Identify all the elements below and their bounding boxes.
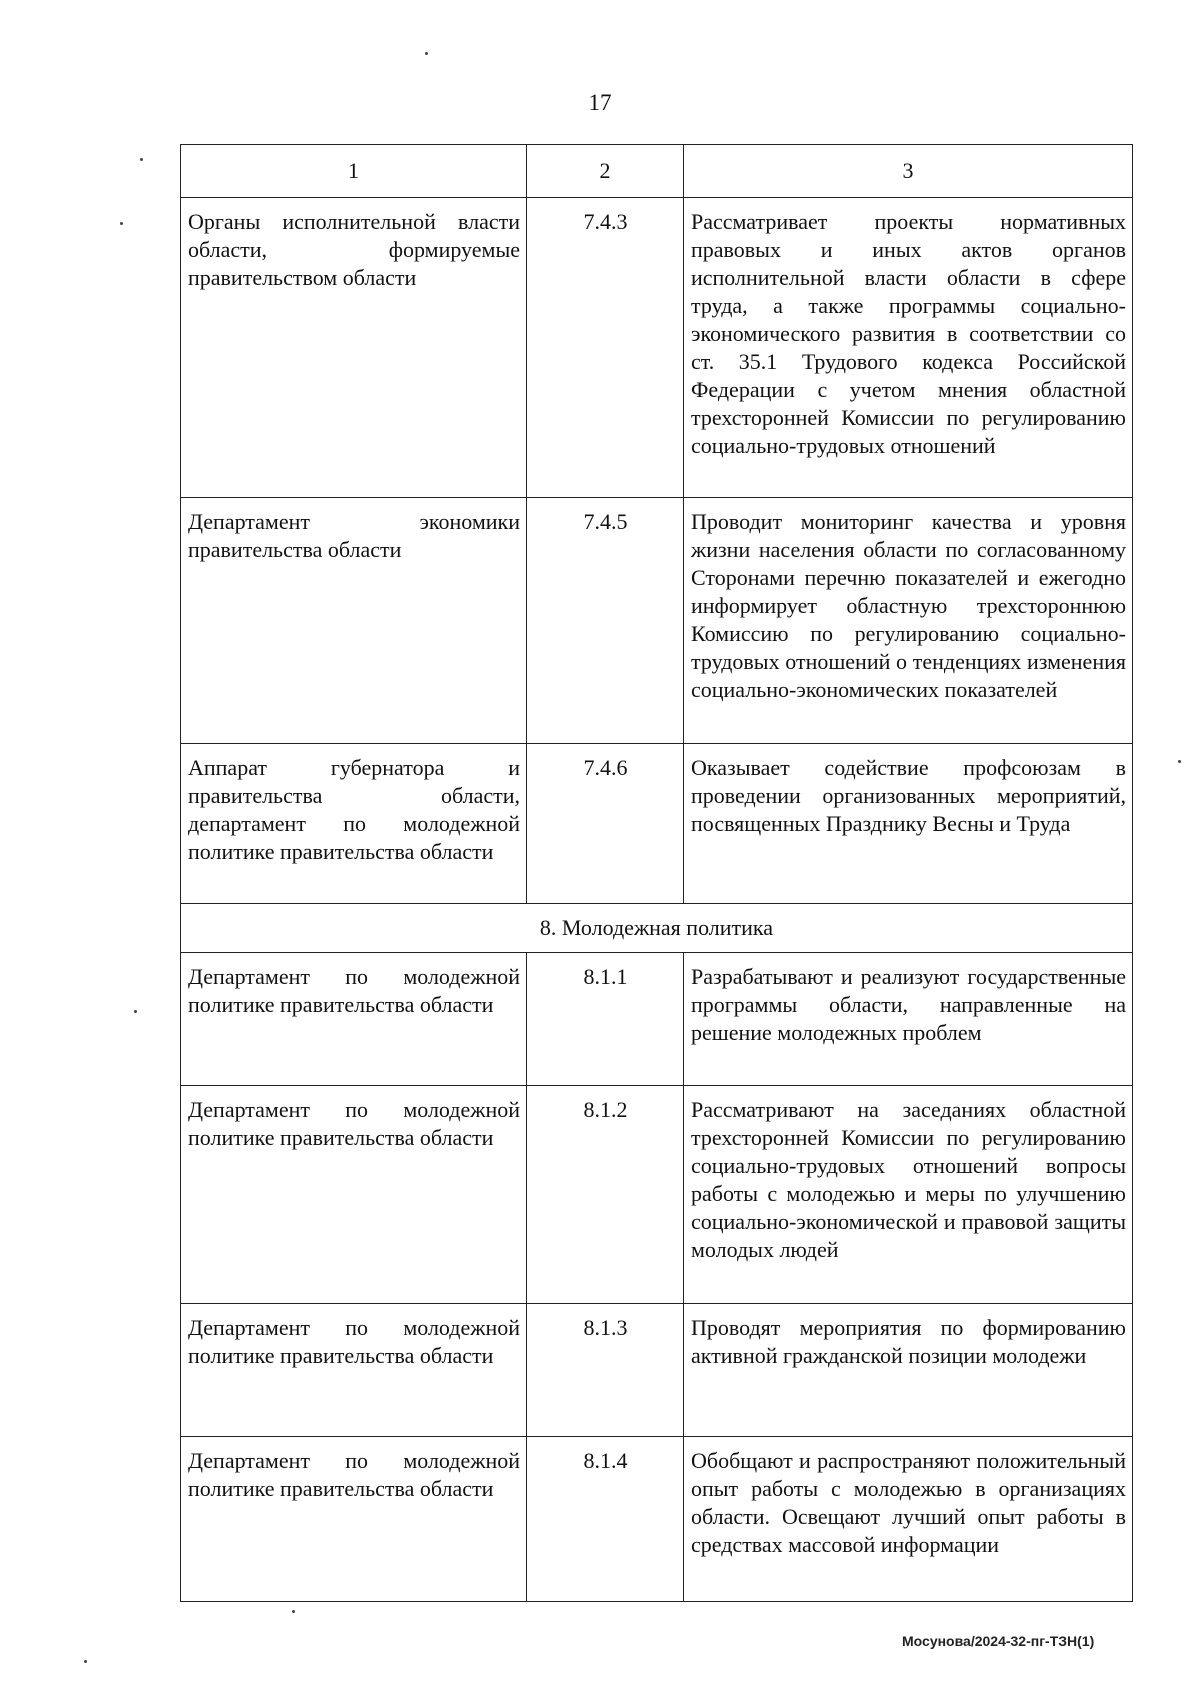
- document-footer-code: Мосунова/2024-32-пг-ТЗН(1): [902, 1633, 1095, 1649]
- responsible-body: Департамент экономики правительства области: [181, 498, 527, 744]
- responsible-body: Органы исполнительной власти области, формируемые правительством области: [181, 198, 527, 498]
- clause-description: Проводят мероприятия по формированию активной гражданской позиции молодежи: [684, 1304, 1133, 1437]
- scan-speck: [134, 1010, 137, 1013]
- table-row: [181, 1304, 1133, 1437]
- clause-number: 8.1.4: [527, 1437, 684, 1602]
- clause-number: 8.1.3: [527, 1304, 684, 1437]
- clause-description: Оказывает содействие профсоюзам в проведении организованных мероприятий, посвященных Празднику Весны и Труда: [684, 744, 1133, 904]
- clause-number: 7.4.5: [527, 498, 684, 744]
- clause-number: 8.1.2: [527, 1086, 684, 1304]
- table-row: [181, 198, 1133, 498]
- clause-description: Рассматривают на заседаниях областной трехсторонней Комиссии по регулированию социально-трудовых отношений вопросы работы с молодежью и меры по улучшению социально-экономической и правовой защиты молодых людей: [684, 1086, 1133, 1304]
- clause-description: Проводит мониторинг качества и уровня жизни населения области по согласованному Сторонами перечню показателей и ежегодно информирует областную трехстороннюю Комиссию по регулированию социально-трудовых отношений о тенденциях изменения социально-экономических показателей: [684, 498, 1133, 744]
- responsible-body: Департамент по молодежной политике правительства области: [181, 1086, 527, 1304]
- table-row: [181, 953, 1133, 1086]
- scan-speck: [84, 1660, 87, 1663]
- column-header: 3: [684, 145, 1133, 198]
- scan-speck: [425, 52, 428, 55]
- page-number: 17: [588, 90, 612, 115]
- responsible-body: Департамент по молодежной политике правительства области: [181, 953, 527, 1086]
- responsible-body: Департамент по молодежной политике правительства области: [181, 1437, 527, 1602]
- clause-description: Рассматривает проекты нормативных правовых и иных актов органов исполнительной власти области в сфере труда, а также программы социально-экономического развития в соответствии со ст. 35.1 Трудового кодекса Российской Федерации с учетом мнения областной трехсторонней Комиссии по регулированию социально-трудовых отношений: [684, 198, 1133, 498]
- responsible-body: Аппарат губернатора и правительства области, департамент по молодежной политике правительства области: [181, 744, 527, 904]
- clause-number: 7.4.3: [527, 198, 684, 498]
- responsibilities-table: [180, 144, 1133, 1602]
- clause-description: Обобщают и распространяют положительный опыт работы с молодежью в организациях области. Освещают лучший опыт работы в средствах массовой информации: [684, 1437, 1133, 1602]
- scan-speck: [120, 222, 123, 225]
- column-header: 2: [527, 145, 684, 198]
- responsible-body: Департамент по молодежной политике правительства области: [181, 1304, 527, 1437]
- section-heading-row: [181, 904, 1133, 953]
- clause-number: 7.4.6: [527, 744, 684, 904]
- clause-description: Разрабатывают и реализуют государственные программы области, направленные на решение молодежных проблем: [684, 953, 1133, 1086]
- table-row: [181, 498, 1133, 744]
- section-title: 8. Молодежная политика: [181, 904, 1133, 953]
- scan-speck: [1178, 760, 1181, 763]
- scan-speck: [292, 1610, 295, 1613]
- table-row: [181, 744, 1133, 904]
- clause-number: 8.1.1: [527, 953, 684, 1086]
- column-header: 1: [181, 145, 527, 198]
- table-header-row: [181, 145, 1133, 198]
- table-row: [181, 1437, 1133, 1602]
- table-row: [181, 1086, 1133, 1304]
- scan-speck: [140, 158, 143, 161]
